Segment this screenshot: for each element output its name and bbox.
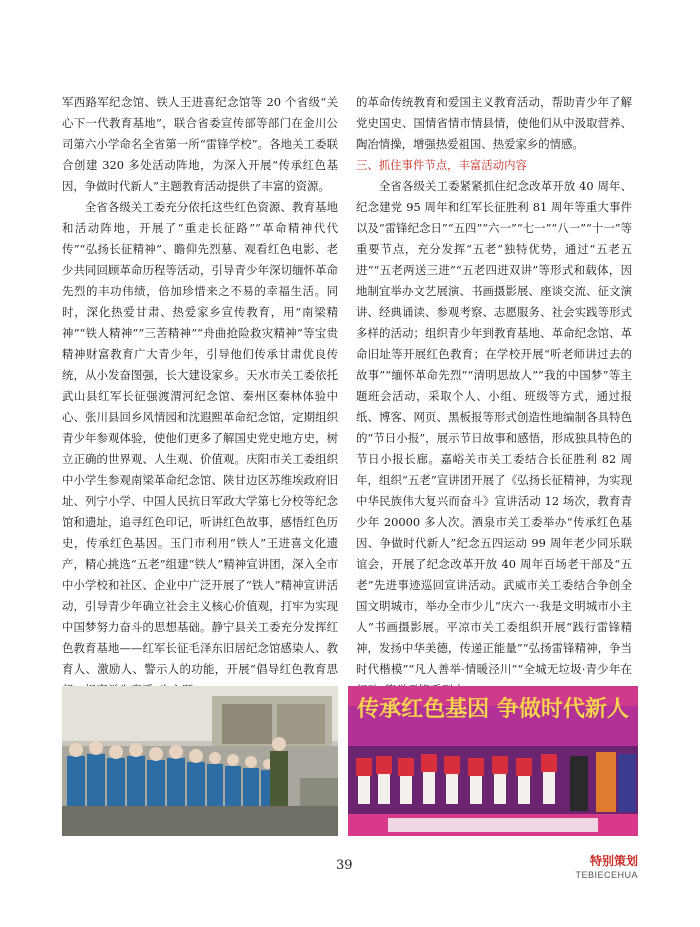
page-number: 39 — [336, 858, 353, 873]
paragraph: 军西路军纪念馆、铁人王进喜纪念馆等 20 个省级“关心下一代教育基地”，联合省委宣传部等部门在金川公司第六小学命名全省第一所“雷锋学校”。各地关工委联合创建 320 多处活动阵地，为深入开展“传承红色基因，争做时代新人”主题教育活动提供了丰富的资源。 — [62, 95, 338, 193]
section-brand — [575, 854, 638, 882]
left-text-column — [62, 92, 338, 701]
paragraph: 全省各级关工委充分依托这些红色资源、教育基地和活动阵地，开展了“重走长征路”“革命精神代代传”“弘扬长征精神”、瞻仰先烈墓、观看红色电影、老少共同回顾革命历程等活动，引导青少年深切缅怀革命先烈的丰功伟绩，倍加珍惜来之不易的幸福生活。同时，深化热爱甘肃、热爱家乡宣传教育，用“南梁精神”“铁人精神”“三苦精神”“舟曲抢险救灾精神”等宝贵精神财富教育广大青少年，引导他们传承甘肃优良传统，从小发奋图强，长大建设家乡。天水市关工委依托武山县红军长征强渡渭河纪念馆、秦州区秦林体验中心、张川县回乡风情园和沈遐熙革命纪念馆，定期组织青少年参观体验，使他们更多了解国史党史地方史，树立正确的世界观、人生观、价值观。庆阳市关工委组织中小学生参观南梁革命纪念馆、陕甘边区苏维埃政府旧址、列宁小学、中国人民抗日军政大学第七分校等纪念馆和遗址，追寻红色印记，听讲红色故事，感悟红色历史，传承红色基因。玉门市利用“铁人”王进喜文化遗产，精心挑选“五老”组建“铁人”精神宣讲团，深入全市中小学校和社区、企业中广泛开展了“铁人”精神宣讲活动，引导青少年确立社会主义核心价值观，打牢为实现中国梦努力奋斗的思想基础。静宁县关工委充分发挥红色教育基地——红军长征毛泽东旧居纪念馆感染人、教育人、激励人、警示人的功能，开展“倡导红色教育思 — [62, 200, 338, 676]
banner-text: 传承红色基因 争做时代新人 — [357, 697, 629, 722]
paragraph: 的革命传统教育和爱国主义教育活动，帮助青少年了解党史国史、国情省情市情县情，使他们从中汲取营养、陶冶情操，增强热爱祖国、热爱家乡的情感。 — [356, 95, 632, 151]
stage-performance-photo — [348, 686, 638, 836]
paragraph: 全省各级关工委紧紧抓住纪念改革开放 40 周年、纪念建党 95 周年和红军长征胜利 81 周年等重大事件以及“雷锋纪念日”“五四”“六一”“七一”“八一”“十一”等重要节点，充分发挥“五老”独特优势，通过“五老五进”“五老两送三进”“五老四进双讲”等形式和载体，因地制宜举办文艺展演、书画摄影展、座谈交流、征文演讲、经典诵读、参观考察、志愿服务、社会实践等形式多样的活动；组织青少年到教育基地、革命纪念馆、革命旧址等开展红色教育；在学校开展“听老师讲过去的故事”“缅怀革命先烈”“清明思故人”“我的中国梦”等主题班会活动，采取个人、小组、班级等方式，通过报纸、博客、网页、黑板报等形式创造性地编制各具特色的“节日小报”，展示节日故事和感悟，形成独具特色的节日小报长廊。嘉峪关市关工委结合长征胜利 82 周年，组织“五老”宣讲团开展了《弘扬长征精神，为实现中华民族伟大复兴而奋斗》宣讲活动 12 场次，教育青少年 20000 多人次。酒泉市关工委举办“传承红色基因、争做时代新人”纪念五四运动 99 周年老少同乐联谊会，开展了纪念改革开放 40 周年百场老干部及“五老”先进事迹巡回宣讲活动。武威市关工委结合争创全国文明城市，举办全市少儿“庆六一·我是文明城市小主人”书画摄影展。平凉市关工委组织开展“践行雷锋精神，发扬中华美德，传递正能量”“弘扬雷锋精神，争当时代楷模”“凡人善举·情暖泾川”“全城无垃圾·青少年在 — [356, 179, 632, 676]
brand-title-en: TEBIECEHUA — [575, 870, 638, 880]
brand-title-cn: 特别策划 — [589, 854, 638, 868]
museum-visit-photo — [62, 686, 338, 836]
right-text-column — [356, 92, 632, 701]
section-heading: 三、抓住事件节点，丰富活动内容 — [356, 158, 527, 172]
